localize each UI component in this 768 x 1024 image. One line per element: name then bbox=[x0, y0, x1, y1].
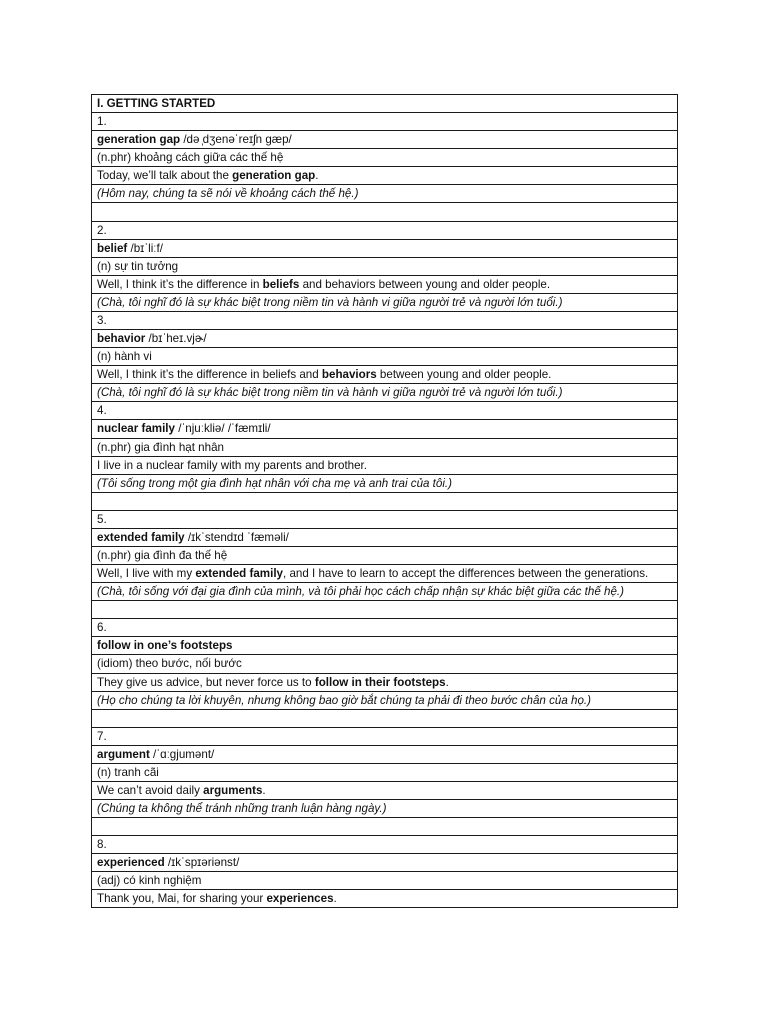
entry-8-example-row-cell bbox=[92, 890, 678, 908]
entry-5-translation-row bbox=[92, 583, 678, 601]
entry-1-blank-row-cell bbox=[92, 203, 678, 221]
entry-8-example-segment: Thank you, Mai, for sharing your bbox=[97, 892, 267, 906]
entry-2-example-segment-highlight: beliefs bbox=[262, 277, 300, 291]
entry-7-example-segment-highlight: arguments bbox=[203, 784, 263, 797]
section-title-row bbox=[92, 95, 678, 113]
entry-3-translation-row bbox=[92, 384, 678, 402]
entry-7-example-segment: We can’t avoid daily bbox=[97, 784, 204, 797]
entry-3-number-row bbox=[92, 311, 678, 329]
entry-4-meaning-row-cell: (n.phr) gia đình hạt nhân bbox=[92, 438, 678, 456]
entry-7-number-row-cell: 7. bbox=[92, 727, 678, 745]
entry-4-meaning-row bbox=[92, 438, 678, 456]
entry-3-word-row bbox=[92, 330, 678, 348]
entry-3-meaning-row bbox=[92, 348, 678, 366]
entry-7-blank-row bbox=[92, 818, 678, 836]
entry-5-word-row-cell bbox=[92, 528, 678, 546]
vocabulary-table-body bbox=[92, 95, 678, 908]
entry-5-number-row-cell: 5. bbox=[92, 510, 678, 528]
entry-6-meaning-row-cell: (idiom) theo bước, nối bước bbox=[92, 655, 678, 673]
entry-7-word-row bbox=[92, 745, 678, 763]
entry-4-word-row bbox=[92, 420, 678, 438]
entry-2-translation-row bbox=[92, 293, 678, 311]
entry-1-example-segment: Today, we’ll talk about the bbox=[97, 169, 233, 183]
entry-5-translation-row-cell: (Chà, tôi sống với đại gia đình của mình, và tôi phải học cách chấp nhận sự khác biệt giữa các thế hệ.) bbox=[92, 583, 678, 601]
entry-4-number-row-cell: 4. bbox=[92, 402, 678, 420]
entry-3-example-segment: between young and older people. bbox=[376, 368, 552, 382]
entry-3-example-row bbox=[92, 366, 678, 384]
entry-2-meaning-row bbox=[92, 257, 678, 275]
entry-5-word-row bbox=[92, 528, 678, 546]
entry-8-word-row bbox=[92, 854, 678, 872]
entry-6-example-row bbox=[92, 673, 678, 691]
entry-1-example-row-cell bbox=[92, 167, 678, 185]
entry-2-example-row-cell bbox=[92, 275, 678, 293]
entry-8-meaning-row-cell: (adj) có kinh nghiệm bbox=[92, 872, 678, 890]
entry-5-example-segment-highlight: extended family bbox=[195, 567, 283, 581]
entry-7-example-segment: . bbox=[262, 784, 266, 797]
entry-1-number-row-cell: 1. bbox=[92, 113, 678, 131]
entry-1-example-segment-highlight: generation gap bbox=[232, 169, 316, 183]
entry-8-word-row-cell bbox=[92, 854, 678, 872]
entry-5-example-segment: Well, I live with my bbox=[97, 567, 196, 581]
entry-5-ipa: /ɪkˈstendɪd ˈfæməli/ bbox=[184, 530, 289, 544]
entry-7-blank-row-cell bbox=[92, 818, 678, 836]
entry-8-number-row-cell: 8. bbox=[92, 836, 678, 854]
entry-2-number-row bbox=[92, 221, 678, 239]
entry-6-word-row bbox=[92, 637, 678, 655]
entry-6-example-segment-highlight: follow in their footsteps bbox=[314, 675, 446, 689]
entry-1-meaning-row bbox=[92, 149, 678, 167]
entry-7-translation-row bbox=[92, 800, 678, 818]
entry-1-example-segment: . bbox=[315, 169, 319, 183]
entry-8-example-row bbox=[92, 890, 678, 908]
entry-5-word: extended family bbox=[97, 530, 185, 544]
entry-4-ipa: /ˈnjuːkliə/ /ˈfæmɪli/ bbox=[174, 422, 271, 436]
entry-6-translation-row-cell: (Họ cho chúng ta lời khuyên, nhưng không bao giờ bắt chúng ta phải đi theo bước chân của họ.) bbox=[92, 691, 678, 709]
entry-2-meaning-row-cell: (n) sự tin tưởng bbox=[92, 257, 678, 275]
entry-8-example-segment-highlight: experiences bbox=[266, 892, 334, 906]
entry-5-blank-row bbox=[92, 601, 678, 619]
entry-5-example-row-cell bbox=[92, 565, 678, 583]
entry-3-number-row-cell: 3. bbox=[92, 311, 678, 329]
entry-2-word: belief bbox=[97, 241, 128, 255]
entry-1-word: generation gap bbox=[97, 133, 181, 147]
entry-4-example-row-cell bbox=[92, 456, 678, 474]
entry-2-translation-row-cell: (Chà, tôi nghĩ đó là sự khác biệt trong niềm tin và hành vi giữa người trẻ và người lớn tuổi.) bbox=[92, 293, 678, 311]
entry-5-blank-row-cell bbox=[92, 601, 678, 619]
entry-6-example-segment: They give us advice, but never force us to bbox=[97, 675, 315, 689]
entry-4-translation-row-cell: (Tôi sống trong một gia đình hạt nhân với cha mẹ và anh trai của tôi.) bbox=[92, 474, 678, 492]
entry-2-word-row-cell bbox=[92, 239, 678, 257]
entry-3-example-segment-highlight: behaviors bbox=[321, 368, 377, 382]
entry-4-example-segment: I live in a nuclear family with my parents and brother. bbox=[97, 458, 368, 472]
entry-5-number-row bbox=[92, 510, 678, 528]
entry-5-meaning-row-cell: (n.phr) gia đình đa thế hệ bbox=[92, 546, 678, 564]
entry-3-example-row-cell bbox=[92, 366, 678, 384]
entry-1-blank-row bbox=[92, 203, 678, 221]
entry-3-translation-row-cell: (Chà, tôi nghĩ đó là sự khác biệt trong niềm tin và hành vi giữa người trẻ và người lớn tuổi.) bbox=[92, 384, 678, 402]
entry-1-translation-row bbox=[92, 185, 678, 203]
entry-6-translation-row bbox=[92, 691, 678, 709]
entry-8-meaning-row bbox=[92, 872, 678, 890]
entry-4-blank-row bbox=[92, 492, 678, 510]
entry-4-blank-row-cell bbox=[92, 492, 678, 510]
entry-1-meaning-row-cell: (n.phr) khoảng cách giữa các thế hệ bbox=[92, 149, 678, 167]
entry-2-ipa: /bɪˈliːf/ bbox=[127, 241, 163, 255]
entry-7-example-row-cell bbox=[92, 782, 678, 800]
entry-6-number-row-cell: 6. bbox=[92, 619, 678, 637]
entry-7-word: argument bbox=[97, 747, 150, 761]
entry-6-number-row bbox=[92, 619, 678, 637]
entry-3-word-row-cell bbox=[92, 330, 678, 348]
entry-2-example-segment: Well, I think it’s the difference in bbox=[97, 277, 263, 291]
entry-7-translation-row-cell: (Chúng ta không thể tránh những tranh luận hàng ngày.) bbox=[92, 800, 678, 818]
entry-4-example-row bbox=[92, 456, 678, 474]
entry-6-word: follow in one’s footsteps bbox=[97, 639, 233, 653]
entry-7-meaning-row bbox=[92, 763, 678, 781]
entry-2-example-row bbox=[92, 275, 678, 293]
entry-8-example-segment: . bbox=[333, 892, 337, 906]
entry-1-translation-row-cell: (Hôm nay, chúng ta sẽ nói về khoảng cách thế hệ.) bbox=[92, 185, 678, 203]
entry-8-ipa: /ɪkˈspɪəriənst/ bbox=[164, 856, 240, 870]
entry-1-ipa: /də ̩dʒenəˈreɪʃn ɡæp/ bbox=[180, 133, 292, 147]
entry-1-word-row bbox=[92, 131, 678, 149]
entry-1-number-row bbox=[92, 113, 678, 131]
entry-7-word-row-cell bbox=[92, 745, 678, 763]
entry-4-word: nuclear family bbox=[97, 422, 175, 436]
entry-5-example-row bbox=[92, 565, 678, 583]
entry-6-example-row-cell bbox=[92, 673, 678, 691]
entry-2-example-segment: and behaviors between young and older people. bbox=[299, 277, 551, 291]
entry-6-meaning-row bbox=[92, 655, 678, 673]
entry-1-word-row-cell bbox=[92, 131, 678, 149]
entry-6-blank-row bbox=[92, 709, 678, 727]
entry-8-word: experienced bbox=[97, 856, 165, 870]
entry-8-number-row bbox=[92, 836, 678, 854]
entry-6-blank-row-cell bbox=[92, 709, 678, 727]
entry-3-meaning-row-cell: (n) hành vi bbox=[92, 348, 678, 366]
entry-4-translation-row bbox=[92, 474, 678, 492]
entry-5-example-segment: , and I have to learn to accept the differences between the generations. bbox=[283, 567, 649, 581]
entry-7-example-row bbox=[92, 782, 678, 800]
entry-4-word-row-cell bbox=[92, 420, 678, 438]
entry-1-example-row bbox=[92, 167, 678, 185]
entry-6-example-segment: . bbox=[445, 675, 449, 689]
entry-2-number-row-cell: 2. bbox=[92, 221, 678, 239]
vocabulary-table bbox=[91, 94, 678, 908]
entry-7-ipa: /ˈɑːɡjumənt/ bbox=[149, 747, 215, 761]
entry-3-example-segment: Well, I think it’s the difference in beliefs and bbox=[97, 368, 322, 382]
entry-2-word-row bbox=[92, 239, 678, 257]
entry-7-number-row bbox=[92, 727, 678, 745]
entry-6-word-row-cell bbox=[92, 637, 678, 655]
entry-7-meaning-row-cell: (n) tranh cãi bbox=[92, 763, 678, 781]
entry-3-ipa: /bɪˈheɪ.vjɚ/ bbox=[145, 332, 207, 346]
section-title: I. GETTING STARTED bbox=[92, 95, 678, 113]
entry-4-number-row bbox=[92, 402, 678, 420]
entry-3-word: behavior bbox=[97, 332, 146, 346]
entry-5-meaning-row bbox=[92, 546, 678, 564]
